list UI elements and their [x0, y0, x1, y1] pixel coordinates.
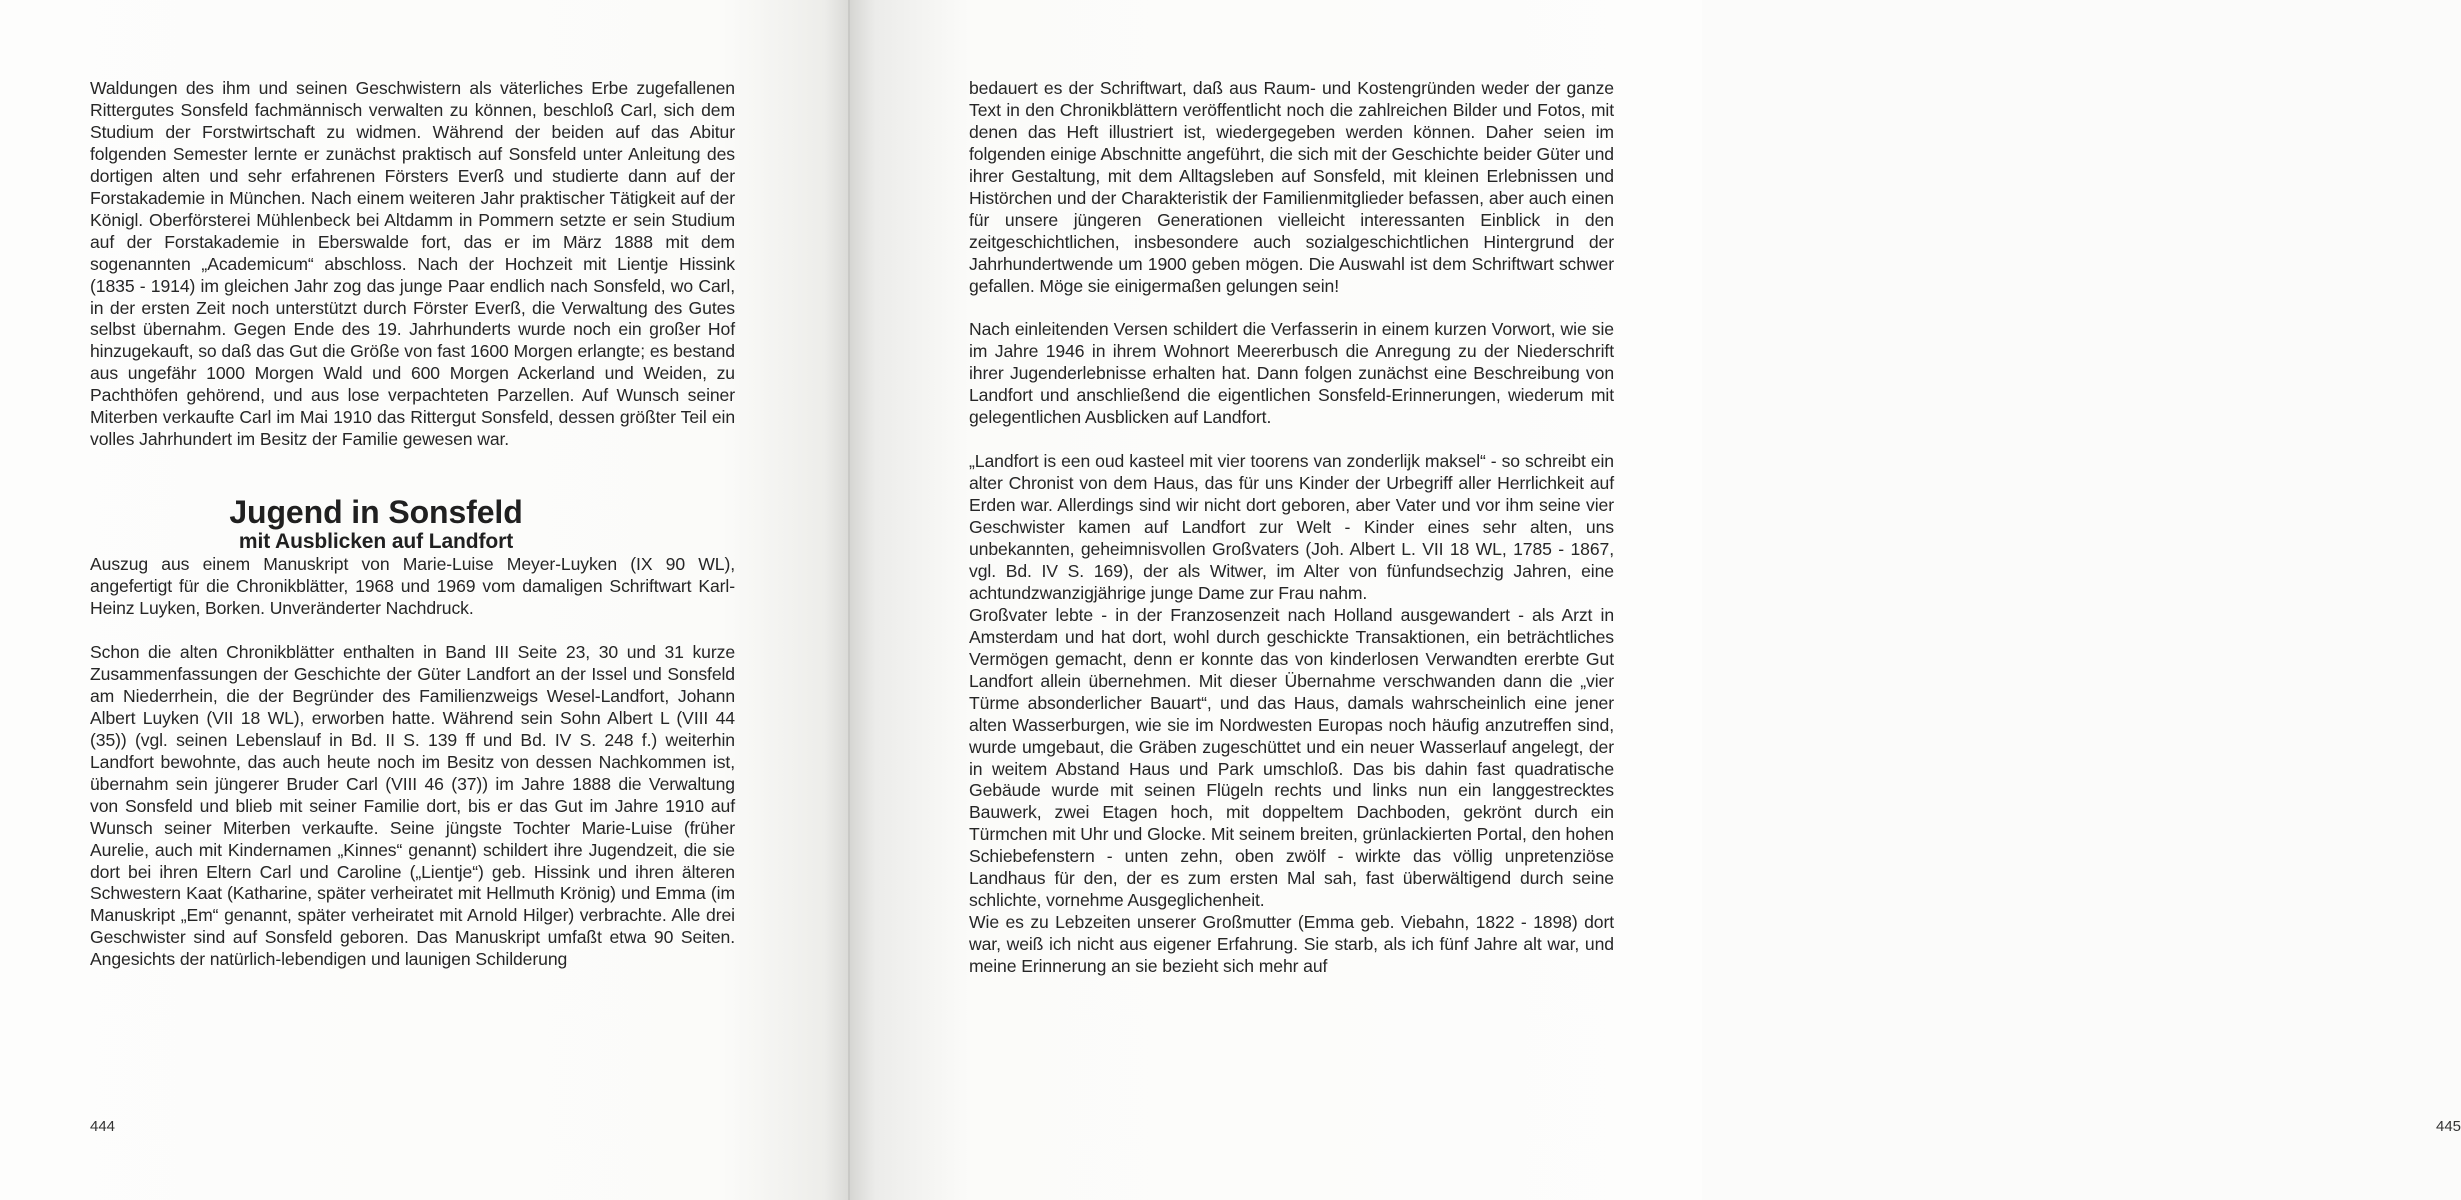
left-paragraph-2: Schon die alten Chronikblätter enthalten in Band III Seite 23, 30 und 31 kurze Zusammenfassungen der Geschichte der Güter Landfort an der Issel und Sonsfeld am Niederrhein, die der Begründer des Familienzweigs Wesel-Landfort, Johann Albert Luyken (VII 18 WL), erworben hatte. Während sein Sohn Albert L (VIII 44 (35)) (vgl. seinen Lebenslauf in Bd. II S. 139 ff und Bd. IV S. 248 f.) weiterhin Landfort bewohnte, das auch heute noch im Besitz von dessen Nachkommen ist, übernahm sein jüngerer Bruder Carl (VIII 46 (37)) im Jahre 1888 die Verwaltung von Sonsfeld und blieb mit seiner Familie dort, bis er das Gut im Jahre 1910 auf Wunsch seiner Miterben verkaufte. Seine jüngste Tochter Marie-Luise (früher Aurelie, auch mit Kindernamen „Kinnes“ genannt) schildert ihre Jugendzeit, die sie dort bei ihren Eltern Carl und Caroline („Lientje“) geb. Hissink und ihren älteren Schwestern Kaat (Katharine, später verheiratet mit Hellmuth Krönig) und Emma (im Manuskript „Em“ genannt, später verheiratet mit Arnold Hilger) verbrachte. Alle drei Geschwister sind auf Sonsfeld geboren. Das Manuskript umfaßt etwa 90 Seiten. Angesichts der natürlich-lebendigen und launigen Schilderung	[90, 642, 735, 970]
left-text-column	[90, 78, 735, 971]
chapter-title: Jugend in Sonsfeld	[229, 494, 523, 531]
left-paragraph-1: Waldungen des ihm und seinen Geschwistern als väterliches Erbe zugefallenen Rittergutes Sonsfeld fachmännisch verwalten zu können, beschloß Carl, sich dem Studium der Forstwirtschaft zu widmen. Während der beiden auf das Abitur folgenden Semester lernte er zunächst praktisch auf Sonsfeld unter Anleitung des dortigen alten und sehr erfahrenen Försters Everß und studierte dann auf der Forstakademie in München. Nach einem weiteren Jahr praktischer Tätigkeit auf der Königl. Oberförsterei Mühlenbeck bei Altdamm in Pommern setzte er sein Studium auf der Forstakademie in Eberswalde fort, das er im März 1888 mit dem sogenannten „Academicum“ abschloss. Nach der Hochzeit mit Lientje Hissink (1835 - 1914) im gleichen Jahr zog das junge Paar endlich nach Sonsfeld, wo Carl, in der ersten Zeit noch unterstützt durch Förster Everß, die Verwaltung des Gutes selbst übernahm. Gegen Ende des 19. Jahrhunderts wurde noch ein großer Hof hinzugekauft, so daß das Gut die Größe von fast 1600 Morgen erlangte; es bestand aus ungefähr 1000 Morgen Wald und 600 Morgen Ackerland und Weiden, zu Pachthöfen gehörend, und aus lose verpachteten Parzellen. Auf Wunsch seiner Miterben verkaufte Carl im Mai 1910 das Rittergut Sonsfeld, dessen größter Teil ein volles Jahrhundert im Besitz der Familie gewesen war.	[90, 78, 735, 450]
right-paragraph-5: Wie es zu Lebzeiten unserer Großmutter (Emma geb. Viebahn, 1822 - 1898) dort war, weiß ich nicht aus eigener Erfahrung. Sie starb, als ich fünf Jahre alt war, und meine Erinnerung an sie bezieht sich mehr auf	[969, 912, 1614, 977]
chapter-subtitle: mit Ausblicken auf Landfort	[238, 530, 514, 554]
right-paragraph-3: „Landfort is een oud kasteel mit vier toorens van zonderlijk maksel“ - so schreibt ein alter Chronist von dem Haus, das für uns Kinder der Urbegriff aller Herrlichkeit auf Erden war. Allerdings sind wir nicht dort geboren, aber Vater und vor ihm seine vier Geschwister kamen auf Landfort zur Welt - Kinder eines sehr alten, uns unbekannten, geheimnisvollen Großvaters (Joh. Albert L. VII 18 WL, 1785 - 1867, vgl. Bd. IV S. 169), der als Witwer, im Alter von fünfundsechzig Jahren, eine achtundzwanzigjährige junge Dame zur Frau nahm.	[969, 451, 1614, 603]
right-paragraph-1: bedauert es der Schriftwart, daß aus Raum- und Kostengründen weder der ganze Text in den Chronikblättern veröffentlicht noch die zahlreichen Bilder und Fotos, mit denen das Heft illustriert ist, wiedergegeben werden können. Daher seien im folgenden einige Abschnitte angeführt, die sich mit der Geschichte beider Güter und ihrer Gestaltung, mit dem Alltagsleben auf Sonsfeld, mit kleinen Erlebnissen und Histörchen und der Charakteristik der Familienmitglieder befassen, aber auch einen für unsere jüngeren Generationen vielleicht interessanten Einblick in den zeitgeschichtlichen, insbesondere auch sozialgeschichtlichen Hintergrund der Jahrhundertwende um 1900 geben mögen. Die Auswahl ist dem Schriftwart schwer gefallen. Möge sie einigermaßen gelungen sein!	[969, 78, 1614, 296]
page-number-right: 445	[2436, 1118, 2461, 1135]
right-paragraph-2: Nach einleitenden Versen schildert die Verfasserin in einem kurzen Vorwort, wie sie im Jahre 1946 in ihrem Wohnort Meererbusch die Anregung zu der Niederschrift ihrer Jugenderlebnisse erhalten hat. Dann folgen zunächst eine Beschreibung von Landfort und anschließend die eigentlichen Sonsfeld-Erinnerungen, wiederum mit gelegentlichen Ausblicken auf Landfort.	[969, 319, 1614, 428]
right-paragraph-4: Großvater lebte - in der Franzosenzeit nach Holland ausgewandert - als Arzt in Amsterdam und hat dort, wohl durch geschickte Transaktionen, ein beträchtliches Vermögen gemacht, denn er konnte das von kinderlosen Verwandten ererbte Gut Landfort allein übernehmen. Mit dieser Übernahme verschwanden dann die „vier Türme absonderlicher Bauart“, und das Haus, damals wahrscheinlich eine jener alten Wasserburgen, wie sie im Nordwesten Europas noch häufig anzutreffen sind, wurde umgebaut, die Gräben zugeschüttet und ein neuer Wasserlauf angelegt, der in weitem Abstand Haus und Park umschloß. Das bis dahin fast quadratische Gebäude wurde mit seinen Flügeln rechts und links nun ein langgestrecktes Bauwerk, zwei Etagen hoch, mit doppeltem Dachboden, gekrönt durch ein Türmchen mit Uhr und Glocke. Mit seinem breiten, grünlackierten Portal, den hohen Schiebefenstern - unten zehn, oben zwölf - wirkte das völlig unpretenziöse Landhaus für den, der es zum ersten Mal sah, fast überwältigend durch seine schlichte, vornehme Ausgeglichenheit.	[969, 604, 1614, 911]
left-intro-paragraph: Auszug aus einem Manuskript von Marie-Luise Meyer-Luyken (IX 90 WL), angefertigt für die Chronikblätter, 1968 und 1969 vom damaligen Schriftwart Karl-Heinz Luyken, Borken. Unveränderter Nachdruck.	[90, 554, 735, 619]
right-text-column	[969, 78, 1614, 978]
left-page	[0, 0, 850, 1200]
chapter-heading	[90, 494, 662, 554]
page-number-left: 444	[90, 1118, 116, 1135]
